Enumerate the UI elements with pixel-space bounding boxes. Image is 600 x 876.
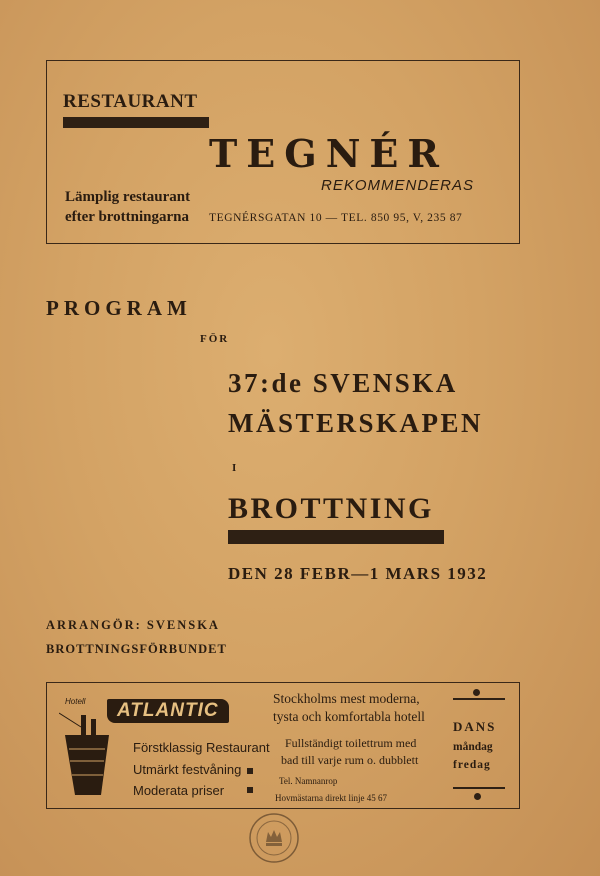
restaurant-label: RESTAURANT	[63, 91, 198, 112]
dot-ornament-icon	[473, 689, 480, 696]
divider-line	[453, 698, 505, 700]
atlantic-logo: ATLANTIC	[107, 699, 229, 723]
atlantic-feature-1: Förstklassig Restaurant	[133, 740, 270, 755]
atlantic-promo-2: tysta och komfortabla hotell	[273, 709, 425, 724]
restaurant-ad	[46, 60, 520, 244]
divider-line	[453, 787, 505, 789]
ship-icon	[59, 709, 119, 799]
atlantic-tel-1: Tel. Namnanrop	[279, 776, 338, 786]
dot-ornament-icon	[474, 793, 481, 800]
program-date: DEN 28 FEBR—1 MARS 1932	[228, 564, 488, 583]
program-title-line-3: BROTTNING	[228, 492, 434, 525]
program-underline-bar	[228, 530, 444, 544]
program-title-line-1: 37:de SVENSKA	[228, 368, 458, 398]
atlantic-feature-3: Moderata priser	[133, 783, 225, 798]
atlantic-day-1: måndag	[453, 741, 493, 753]
library-stamp-icon	[242, 808, 306, 868]
restaurant-underline-bar	[63, 117, 209, 128]
restaurant-tagline-1: Lämplig restaurant	[65, 189, 191, 205]
program-label: PROGRAM	[46, 296, 192, 320]
program-for: FÖR	[200, 333, 230, 345]
atlantic-tel-2: Hovmästarna direkt linje 45 67	[275, 793, 387, 803]
organizer-line-2: BROTTNINGSFÖRBUNDET	[46, 642, 227, 656]
restaurant-address: TEGNÉRSGATAN 10 — TEL. 850 95, V, 235 87	[209, 212, 463, 224]
atlantic-feature-2: Utmärkt festvåning	[133, 762, 242, 777]
square-bullet-icon	[247, 787, 253, 793]
atlantic-ad	[46, 682, 520, 809]
program-title-line-2: MÄSTERSKAPEN	[228, 408, 484, 438]
restaurant-recommend: REKOMMENDERAS	[321, 177, 475, 194]
restaurant-tagline-2: efter brottningarna	[65, 209, 190, 225]
atlantic-promo-1: Stockholms mest moderna,	[273, 691, 420, 706]
program-i: I	[232, 462, 238, 474]
atlantic-day-2: fredag	[453, 759, 491, 771]
atlantic-promo-3: Fullständigt toilettrum med	[285, 736, 417, 750]
atlantic-dans: DANS	[453, 719, 497, 734]
restaurant-name: TEGNÉR	[209, 131, 448, 176]
organizer-line-1: ARRANGÖR: SVENSKA	[46, 618, 220, 632]
atlantic-hotell: Hotell	[65, 697, 86, 706]
atlantic-promo-4: bad till varje rum o. dubblett	[281, 753, 419, 767]
square-bullet-icon	[247, 768, 253, 774]
